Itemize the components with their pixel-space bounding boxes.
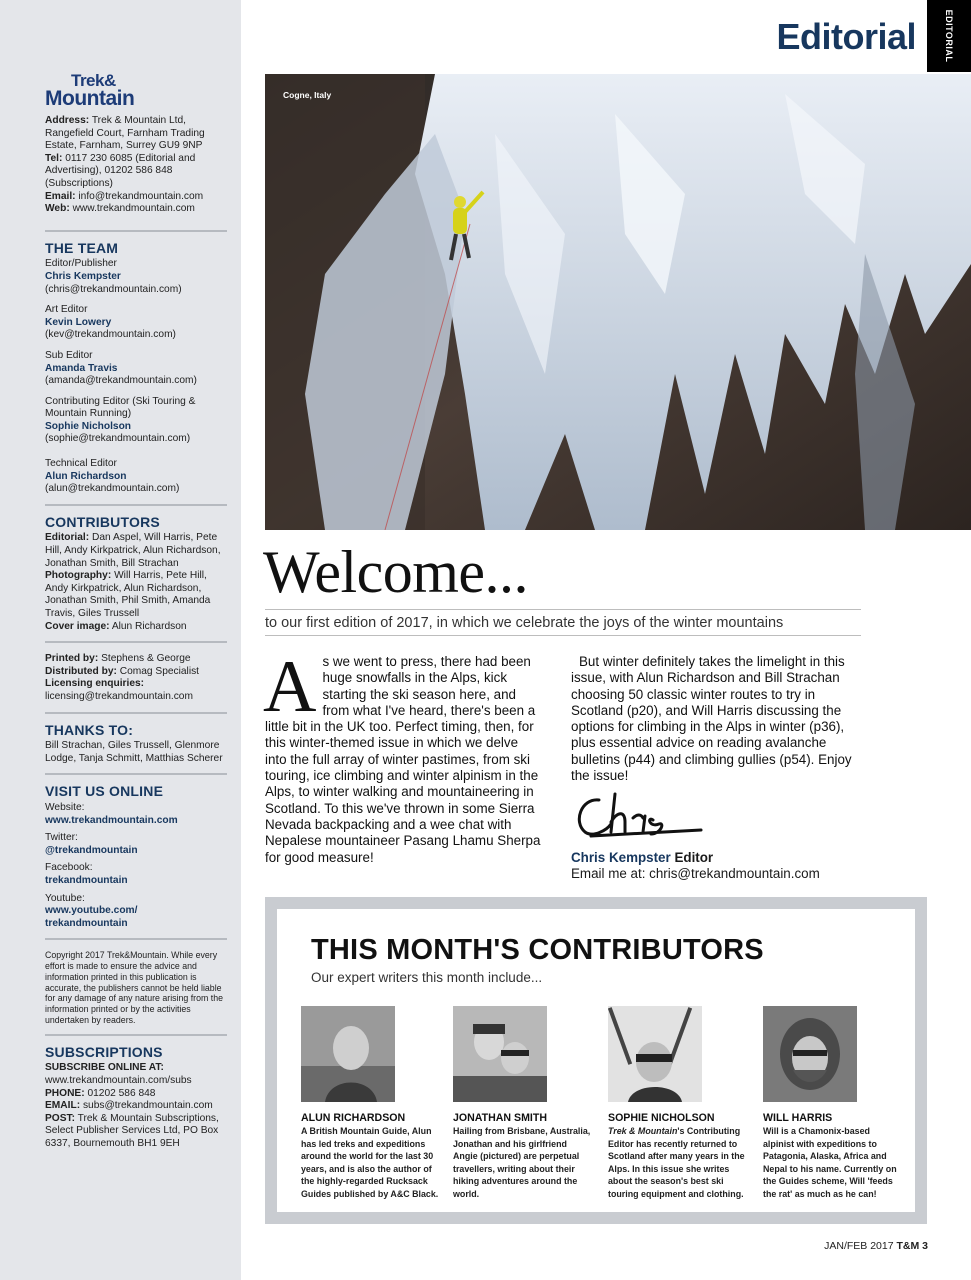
team-member [45, 458, 227, 496]
member-name: Amanda Travis [45, 362, 118, 374]
contributors-subtitle: Our expert writers this month include... [311, 970, 543, 985]
section-tab [927, 0, 971, 72]
divider [45, 938, 227, 940]
contributors-photography [45, 570, 227, 620]
standfirst: to our first edition of 2017, in which we celebrate the joys of the winter mountains [265, 609, 861, 636]
divider [45, 773, 227, 775]
licensing-label: Licensing enquiries: [45, 678, 145, 690]
signature-text: Chris [571, 792, 574, 793]
cover-label: Cover image: [45, 620, 110, 632]
signature-graphic [571, 792, 721, 842]
photography-label: Photography: [45, 570, 112, 582]
member-role: Art Editor [45, 304, 88, 316]
photo-caption: Cogne, Italy [283, 90, 332, 100]
contributor-photo [763, 1006, 857, 1102]
thanks-text: Bill Strachan, Giles Trussell, Glenmore Lodge, Tanja Schmitt, Matthias Scherer [45, 740, 223, 764]
contributor-photo [453, 1006, 547, 1102]
licensing-text: licensing@trekandmountain.com [45, 690, 193, 702]
member-email: (amanda@trekandmountain.com) [45, 375, 197, 387]
distributed-text: Comag Specialist [119, 665, 200, 677]
paragraph-2: But winter definitely takes the limelight in this issue, with Alun Richardson and Bill Strachan choosing 50 classic winter routes to try in Scotland (p20), and Will Harris discussing the options for climbing in the Alps in winter (p36), plus essential advice on reading avalanche bulletins (p44) and climbing gullies (p54). Enjoy the issue! [571, 654, 852, 784]
subscriptions-heading: SUBSCRIPTIONS [45, 1043, 163, 1060]
thanks-heading: THANKS TO: [45, 721, 134, 738]
sub-phone-label: PHONE: [45, 1087, 85, 1099]
team-heading: THE TEAM [45, 239, 119, 256]
website [45, 203, 227, 216]
page-folio [760, 1240, 928, 1252]
contributor-photo [608, 1006, 702, 1102]
team-member [45, 350, 227, 388]
tel-label: Tel: [45, 152, 63, 164]
editor-role: Editor [674, 850, 714, 865]
facebook-link[interactable]: trekandmountain [45, 874, 128, 886]
address [45, 115, 227, 153]
member-role: Technical Editor [45, 458, 117, 470]
magazine-name: Trek & Mountain [608, 1126, 678, 1136]
contributors-editorial [45, 532, 227, 570]
photography-text: Will Harris, Pete Hill, Andy Kirkpatrick, Alun Richardson, Jonathan Smith, Phil Smith, Amanda Travis, Giles Trussell [45, 570, 211, 619]
website-link[interactable]: www.trekandmountain.com [45, 814, 178, 826]
editorial-text: Dan Aspel, Will Harris, Pete Hill, Andy Kirkpatrick, Alun Richardson, Jonathan Smith, Bill Strachan [45, 532, 221, 569]
subscribe-online-label: SUBSCRIBE ONLINE AT: [45, 1062, 164, 1074]
member-name: Kevin Lowery [45, 316, 112, 328]
paragraph-1: s we went to press, there had been huge snowfalls in the Alps, kick starting the ski season here, and from what I've heard, there's been a little bit in the UK too. Perfect timing, then, for this winter-themed issue in which we delve into the full array of winter pastimes, from ski touring, ice climbing and winter alpinism in the Alps, to winter walking and mountaineering in Scotland. To this we've thrown in some Sierra Nevada backpacking and a wee chat with Nepalese mountaineer Pasang Lhamu Sherpa for good measure! [265, 654, 541, 865]
printing-details [45, 653, 227, 703]
contact-details [45, 108, 227, 222]
article-column-1 [263, 646, 541, 866]
brand-logo [45, 72, 227, 108]
sub-post-text: Trek & Mountain Subscriptions, Select Publisher Services Ltd, PO Box 6337, Bournemouth BH1 9EH [45, 1112, 219, 1150]
team-member [45, 258, 227, 296]
contributor-card [301, 1006, 441, 1201]
sidebar [0, 0, 241, 1280]
contributor-bio: Will is a Chamonix-based alpinist with expeditions to Patagonia, Alaska, Africa and Nepal to his name. Currently on the Guides scheme, Will 'feeds the rat' as much as he can! [763, 1126, 897, 1199]
folio-brand: T&M [896, 1240, 920, 1252]
twitter-link[interactable]: @trekandmountain [45, 844, 138, 856]
divider [45, 641, 227, 643]
contributors-cover [45, 621, 227, 634]
editor-email: Email me at: chris@trekandmountain.com [571, 866, 820, 881]
contributor-card [453, 1006, 593, 1201]
contributors-box-inner [277, 909, 915, 1212]
contributors-box [265, 897, 927, 1224]
contributor-name: SOPHIE NICHOLSON [608, 1112, 715, 1124]
contributor-name: WILL HARRIS [763, 1112, 833, 1124]
editor-name: Chris Kempster [571, 850, 671, 865]
divider [45, 230, 227, 232]
team-member [45, 396, 227, 446]
sub-phone-text: 01202 586 848 [87, 1087, 156, 1099]
copyright-notice: Copyright 2017 Trek&Mountain. While every effort is made to ensure the advice and information printed in this publication is accurate, the publishers cannot be held liable for any damage of any nature arising from the information printed or by the activities undertaken by readers. [45, 950, 223, 1026]
contributor-bio [608, 1125, 748, 1201]
contributor-bio: A British Mountain Guide, Alun has led treks and expeditions around the world for the last 30 years, and is also the author of the highly-regarded Rucksack Guides published by A&C Black. [301, 1126, 439, 1199]
contributors-heading: CONTRIBUTORS [45, 513, 160, 530]
member-name: Chris Kempster [45, 270, 121, 282]
member-name: Sophie Nicholson [45, 420, 132, 432]
address-text: Trek & Mountain Ltd, Rangefield Court, Farnham Trading Estate, Farnham, Surrey GU9 9NP [45, 115, 205, 152]
website-label: Website: [45, 801, 85, 813]
online-heading: VISIT US ONLINE [45, 783, 164, 800]
distributed-label: Distributed by: [45, 665, 117, 677]
printed-text: Stephens & George [101, 653, 191, 665]
contributor-name: JONATHAN SMITH [453, 1112, 547, 1124]
contributor-bio-text: 's Contributing Editor has recently returned to Scotland after many years in the Alps. In this issue she writes about the season's best ski touring equipment and clothing. [608, 1126, 745, 1199]
twitter-label: Twitter: [45, 832, 78, 844]
divider [45, 1034, 227, 1036]
printed-label: Printed by: [45, 653, 99, 665]
contributor-card [608, 1006, 748, 1201]
headline: Welcome... [263, 539, 529, 605]
contributor-bio: Hailing from Brisbane, Australia, Jonathan and his girlfriend Angie (pictured) are perpetual travellers, writing about their hiking adventures around the world. [453, 1126, 591, 1199]
email-label: Email: [45, 190, 76, 202]
web-text: www.trekandmountain.com [72, 203, 195, 215]
member-email: (alun@trekandmountain.com) [45, 483, 180, 495]
facebook-label: Facebook: [45, 862, 93, 874]
sub-post-label: POST: [45, 1112, 75, 1124]
member-email: (kev@trekandmountain.com) [45, 329, 176, 341]
logo-line-2: Mountain [45, 87, 135, 110]
section-title: Editorial [776, 16, 916, 57]
email [45, 191, 227, 204]
member-name: Alun Richardson [45, 470, 127, 482]
tel-text: 0117 230 6085 (Editorial and Advertising), 01202 586 848 (Subscriptions) [45, 152, 196, 189]
youtube-label: Youtube: [45, 892, 85, 904]
divider [45, 504, 227, 506]
web-label: Web: [45, 203, 70, 215]
divider [45, 712, 227, 714]
address-label: Address: [45, 115, 90, 126]
drop-cap: A [263, 646, 317, 728]
hero-photo [265, 74, 971, 530]
subscribe-online-link[interactable]: www.trekandmountain.com/subs [45, 1075, 192, 1087]
member-email: (chris@trekandmountain.com) [45, 283, 182, 295]
editor-signoff [571, 850, 820, 882]
contributor-photo [301, 1006, 395, 1102]
youtube-link[interactable]: www.youtube.com/ trekandmountain [45, 905, 138, 929]
cover-text: Alun Richardson [111, 620, 187, 632]
member-role: Sub Editor [45, 349, 93, 361]
logo-line-1: Trek& [71, 71, 116, 90]
email-text: info@trekandmountain.com [78, 190, 204, 202]
sub-email-text[interactable]: subs@trekandmountain.com [82, 1100, 213, 1112]
editorial-label: Editorial: [45, 532, 90, 544]
team-member [45, 304, 227, 342]
contributors-title: THIS MONTH'S CONTRIBUTORS [311, 934, 764, 966]
folio-page-number: 3 [922, 1240, 928, 1252]
sub-email-label: EMAIL: [45, 1100, 81, 1112]
telephone [45, 153, 227, 191]
article-column-2 [571, 654, 861, 784]
sidebar-content [45, 72, 227, 1151]
member-role: Contributing Editor (Ski Touring & Mountain Running) [45, 395, 196, 420]
section-tab-label: EDITORIAL [944, 9, 954, 63]
folio-issue: JAN/FEB 2017 [824, 1240, 894, 1252]
ice-climbing-illustration [265, 74, 971, 530]
contributor-name: ALUN RICHARDSON [301, 1112, 406, 1124]
member-email: (sophie@trekandmountain.com) [45, 433, 191, 445]
editor-signature [571, 792, 721, 847]
contributor-card [763, 1006, 903, 1201]
member-role: Editor/Publisher [45, 258, 117, 270]
